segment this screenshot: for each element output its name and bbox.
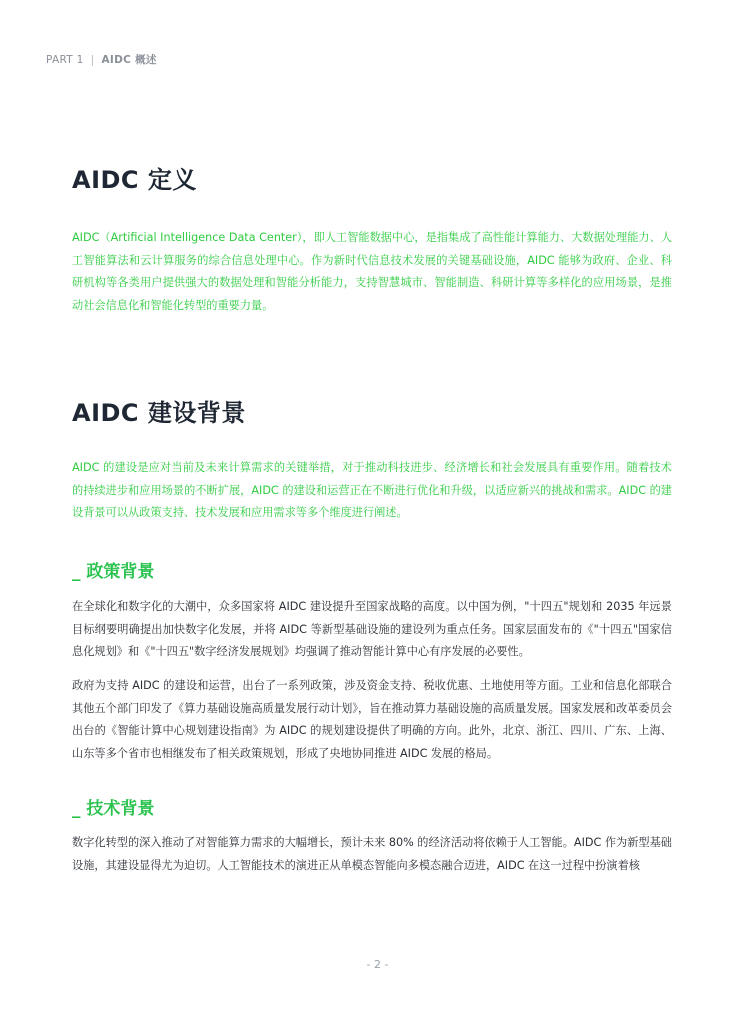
page-number: - 2 - <box>366 958 389 971</box>
definition-paragraph: AIDC（Artificial Intelligence Data Center），即人工智能数据中心，是指集成了高性能计算能力、大数据处理能力、人工智能算法和云计算服务的综合信息处理中心。作为新时代信息技术发展的关键基础设施，AIDC 能够为政府、企业、科研机构等各类用户提供强大的数据处理和智能分析能力，支持智慧城市、智能制造、科研计算等多样化的应用场景，是推动社会信息化和智能化转型的重要力量。 <box>72 231 672 312</box>
running-header <box>46 52 157 67</box>
tech-paragraph: 数字化转型的深入推动了对智能算力需求的大幅增长，预计未来 80% 的经济活动将依赖于人工智能。AIDC 作为新型基础设施，其建设显得尤为迫切。人工智能技术的演进正从单模态智能向多模态融合迈进，AIDC 在这一过程中扮演着核 <box>72 836 672 872</box>
background-heading: AIDC 建设背景 <box>72 399 246 427</box>
header-separator: | <box>90 54 95 66</box>
policy-paragraph-2: 政府为支持 AIDC 的建设和运营，出台了一系列政策，涉及资金支持、税收优惠、土地使用等方面。工业和信息化部联合其他五个部门印发了《算力基础设施高质量发展行动计划》，旨在推动算力基础设施的高质量发展。国家发展和改革委员会出台的《智能计算中心规划建设指南》为 AIDC 的规划建设提供了明确的方向。此外，北京、浙江、四川、广东、上海、山东等多个省市也相继发布了相关政策规划，形成了央地协同推进 AIDC 发展的格局。 <box>72 679 672 760</box>
header-part: PART 1 <box>46 54 84 66</box>
definition-heading: AIDC 定义 <box>72 166 197 194</box>
background-paragraph: AIDC 的建设是应对当前及未来计算需求的关键举措，对于推动科技进步、经济增长和社会发展具有重要作用。随着技术的持续进步和应用场景的不断扩展，AIDC 的建设和运营正在不断进行优化和升级，以适应新兴的挑战和需求。AIDC 的建设背景可以从政策支持、技术发展和应用需求等多个维度进行阐述。 <box>72 461 672 519</box>
tech-heading: _ 技术背景 <box>72 799 155 819</box>
header-chapter: AIDC 概述 <box>101 54 157 66</box>
policy-paragraph-1: 在全球化和数字化的大潮中，众多国家将 AIDC 建设提升至国家战略的高度。以中国为例，"十四五"规划和 2035 年远景目标纲要明确提出加快数字化发展，并将 AIDC 等新型基础设施的建设列为重点任务。国家层面发布的《"十四五"国家信息化规划》和《"十四五"数字经济发展规划》均强调了推动智能计算中心有序发展的必要性。 <box>72 600 672 658</box>
policy-heading: _ 政策背景 <box>72 562 155 582</box>
